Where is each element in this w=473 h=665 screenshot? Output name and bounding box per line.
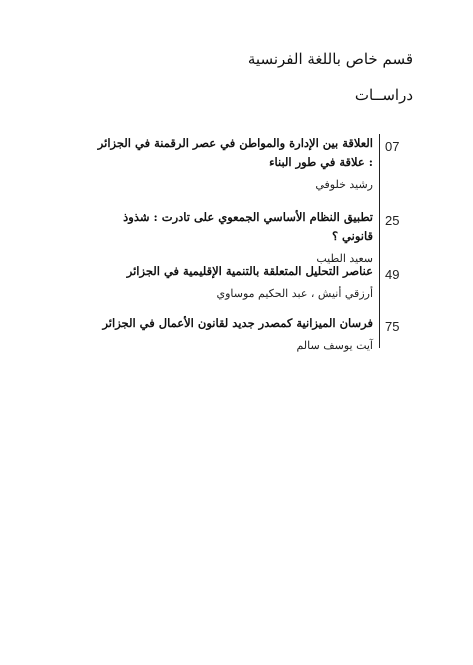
- toc-page-number: 49: [385, 267, 400, 282]
- toc-entry-author: أرزقي أنيش ، عبد الحكيم موساوي: [216, 287, 373, 300]
- toc-divider: [379, 134, 380, 348]
- toc-page-number: 07: [385, 139, 400, 154]
- toc-entry-body: [93, 262, 373, 302]
- toc-page-number: 25: [385, 213, 400, 228]
- toc-entry-title: فرسان الميزانية كمصدر جديد لقانون الأعمال في الجزائر: [102, 316, 373, 330]
- section-subtitle: دراســات: [354, 86, 413, 104]
- toc-entry-title: تطبيق النظام الأساسي الجمعوي على تادرت : شذوذ قانوني ؟: [123, 210, 373, 243]
- toc-entry-author: آيت يوسف سالم: [296, 339, 373, 352]
- table-of-contents: [95, 134, 407, 352]
- toc-entry-title: العلاقة بين الإدارة والمواطن في عصر الرقمنة في الجزائر : علاقة في طور البناء: [97, 136, 373, 169]
- toc-entry-title: عناصر التحليل المتعلقة بالتنمية الإقليمية في الجزائر: [126, 264, 373, 278]
- toc-entry-body: [93, 314, 373, 354]
- toc-page-number: 75: [385, 319, 400, 334]
- toc-entry-author: رشيد خلوفي: [315, 178, 373, 191]
- toc-entry-body: [93, 134, 373, 193]
- section-title: قسم خاص باللغة الفرنسية: [247, 50, 413, 68]
- toc-entry-author: سعيد الطيب: [316, 252, 373, 265]
- toc-entry-body: [93, 208, 373, 267]
